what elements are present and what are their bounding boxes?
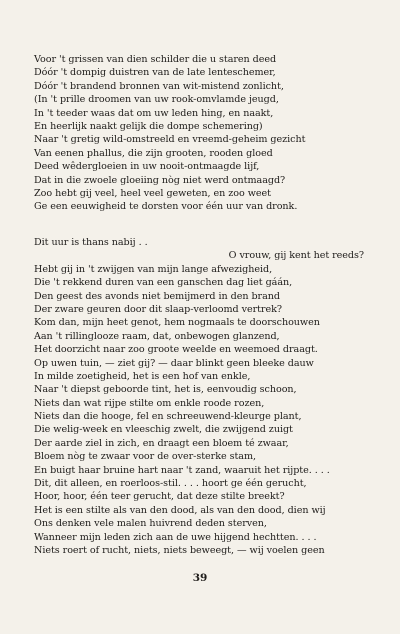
verse-line: Van eenen phallus, die zijn grooten, rooden gloed	[34, 147, 273, 159]
verse-line: (In 't prille droomen van uw rook-omvlamde jeugd,	[34, 94, 279, 106]
stanza-2	[34, 236, 374, 557]
verse-line: In 't teeder waas dat om uw leden hing, en naakt,	[34, 107, 274, 119]
verse-line: Niets roert of rucht, niets, niets beweegt, — wij voelen geen	[34, 544, 325, 556]
verse-line: Zoo hebt gij veel, heel veel geweten, en zoo weet	[34, 187, 271, 199]
verse-line: Naar 't gretig wild-omstreeld en vreemd-geheim gezicht	[34, 134, 306, 146]
verse-line: Niets dan wat rijpe stilte om enkle roode rozen,	[34, 397, 265, 409]
verse-line: Dóór 't brandend bronnen van wit-mistend zonlicht,	[34, 80, 284, 92]
verse-line: Het doorzicht naar zoo groote weelde en weemoed draagt.	[34, 344, 318, 356]
verse-line: Dit, dit alleen, en roerloos-stil. . . . hoort ge één gerucht,	[34, 478, 307, 490]
verse-line: Naar 't diepst geboorde tint, het is, eenvoudig schoon,	[34, 384, 297, 396]
verse-line: Op uwen tuin, — ziet gij? — daar blinkt geen bleeke dauw	[34, 357, 314, 369]
verse-line: Het is een stilte als van den dood, als van den dood, dien wij	[34, 504, 326, 516]
verse-line: Hoor, hoor, één teer gerucht, dat deze stilte breekt?	[34, 491, 285, 503]
verse-line: Der zware geuren door dit slaap-verloomd vertrek?	[34, 303, 282, 315]
verse-line: Den geest des avonds niet bemijmerd in den brand	[34, 290, 280, 302]
verse-line: Dat in die zwoele gloeiing nòg niet werd ontmaagd?	[34, 174, 286, 186]
verse-line: Niets dan die hooge, fel en schreeuwend-kleurge plant,	[34, 411, 302, 423]
verse-line: Hebt gij in 't zwijgen van mijn lange afwezigheid,	[34, 263, 273, 275]
verse-line: Die welig-week en vleeschig zwelt, die zwijgend zuigt	[34, 424, 293, 436]
verse-line: Wanneer mijn leden zich aan de uwe hijgend hechtten. . . .	[34, 531, 317, 543]
verse-line: Ons denken vele malen huivrend deden sterven,	[34, 518, 267, 530]
verse-line: Dóór 't dompig duistren van de late lenteschemer,	[34, 67, 276, 79]
verse-line-indented: O vrouw, gij kent het reeds?	[228, 250, 364, 262]
verse-line: Der aarde ziel in zich, en draagt een bloem té zwaar,	[34, 437, 289, 449]
verse-line: Bloem nòg te zwaar voor de over-sterke stam,	[34, 451, 256, 463]
verse-line: Kom dan, mijn heet genot, hem nogmaals te doorschouwen	[34, 317, 320, 329]
stanza-1	[34, 53, 374, 214]
verse-line: Die 't rekkend duren van een ganschen dag liet gáán,	[34, 277, 293, 289]
verse-line-opening: Dit uur is thans nabij . .	[34, 237, 148, 248]
verse-line: Deed wêdergloeien in uw nooit-ontmaagde lijf,	[34, 161, 260, 173]
verse-line: Ge een eeuwigheid te dorsten voor één uur van dronk.	[34, 201, 298, 213]
verse-line: Voor 't grissen van dien schilder die u staren deed	[34, 54, 277, 65]
verse-line: Aan 't rillinglooze raam, dat, onbewogen glanzend,	[34, 330, 280, 342]
verse-line: En heerlijk naakt gelijk die dompe schemering)	[34, 120, 263, 132]
verse-line: In milde zoetigheid, het is een hof van enkle,	[34, 370, 251, 382]
page-number: 39	[192, 572, 208, 584]
verse-line: En buigt haar bruine hart naar 't zand, waaruit het rijpte. . . .	[34, 464, 330, 476]
